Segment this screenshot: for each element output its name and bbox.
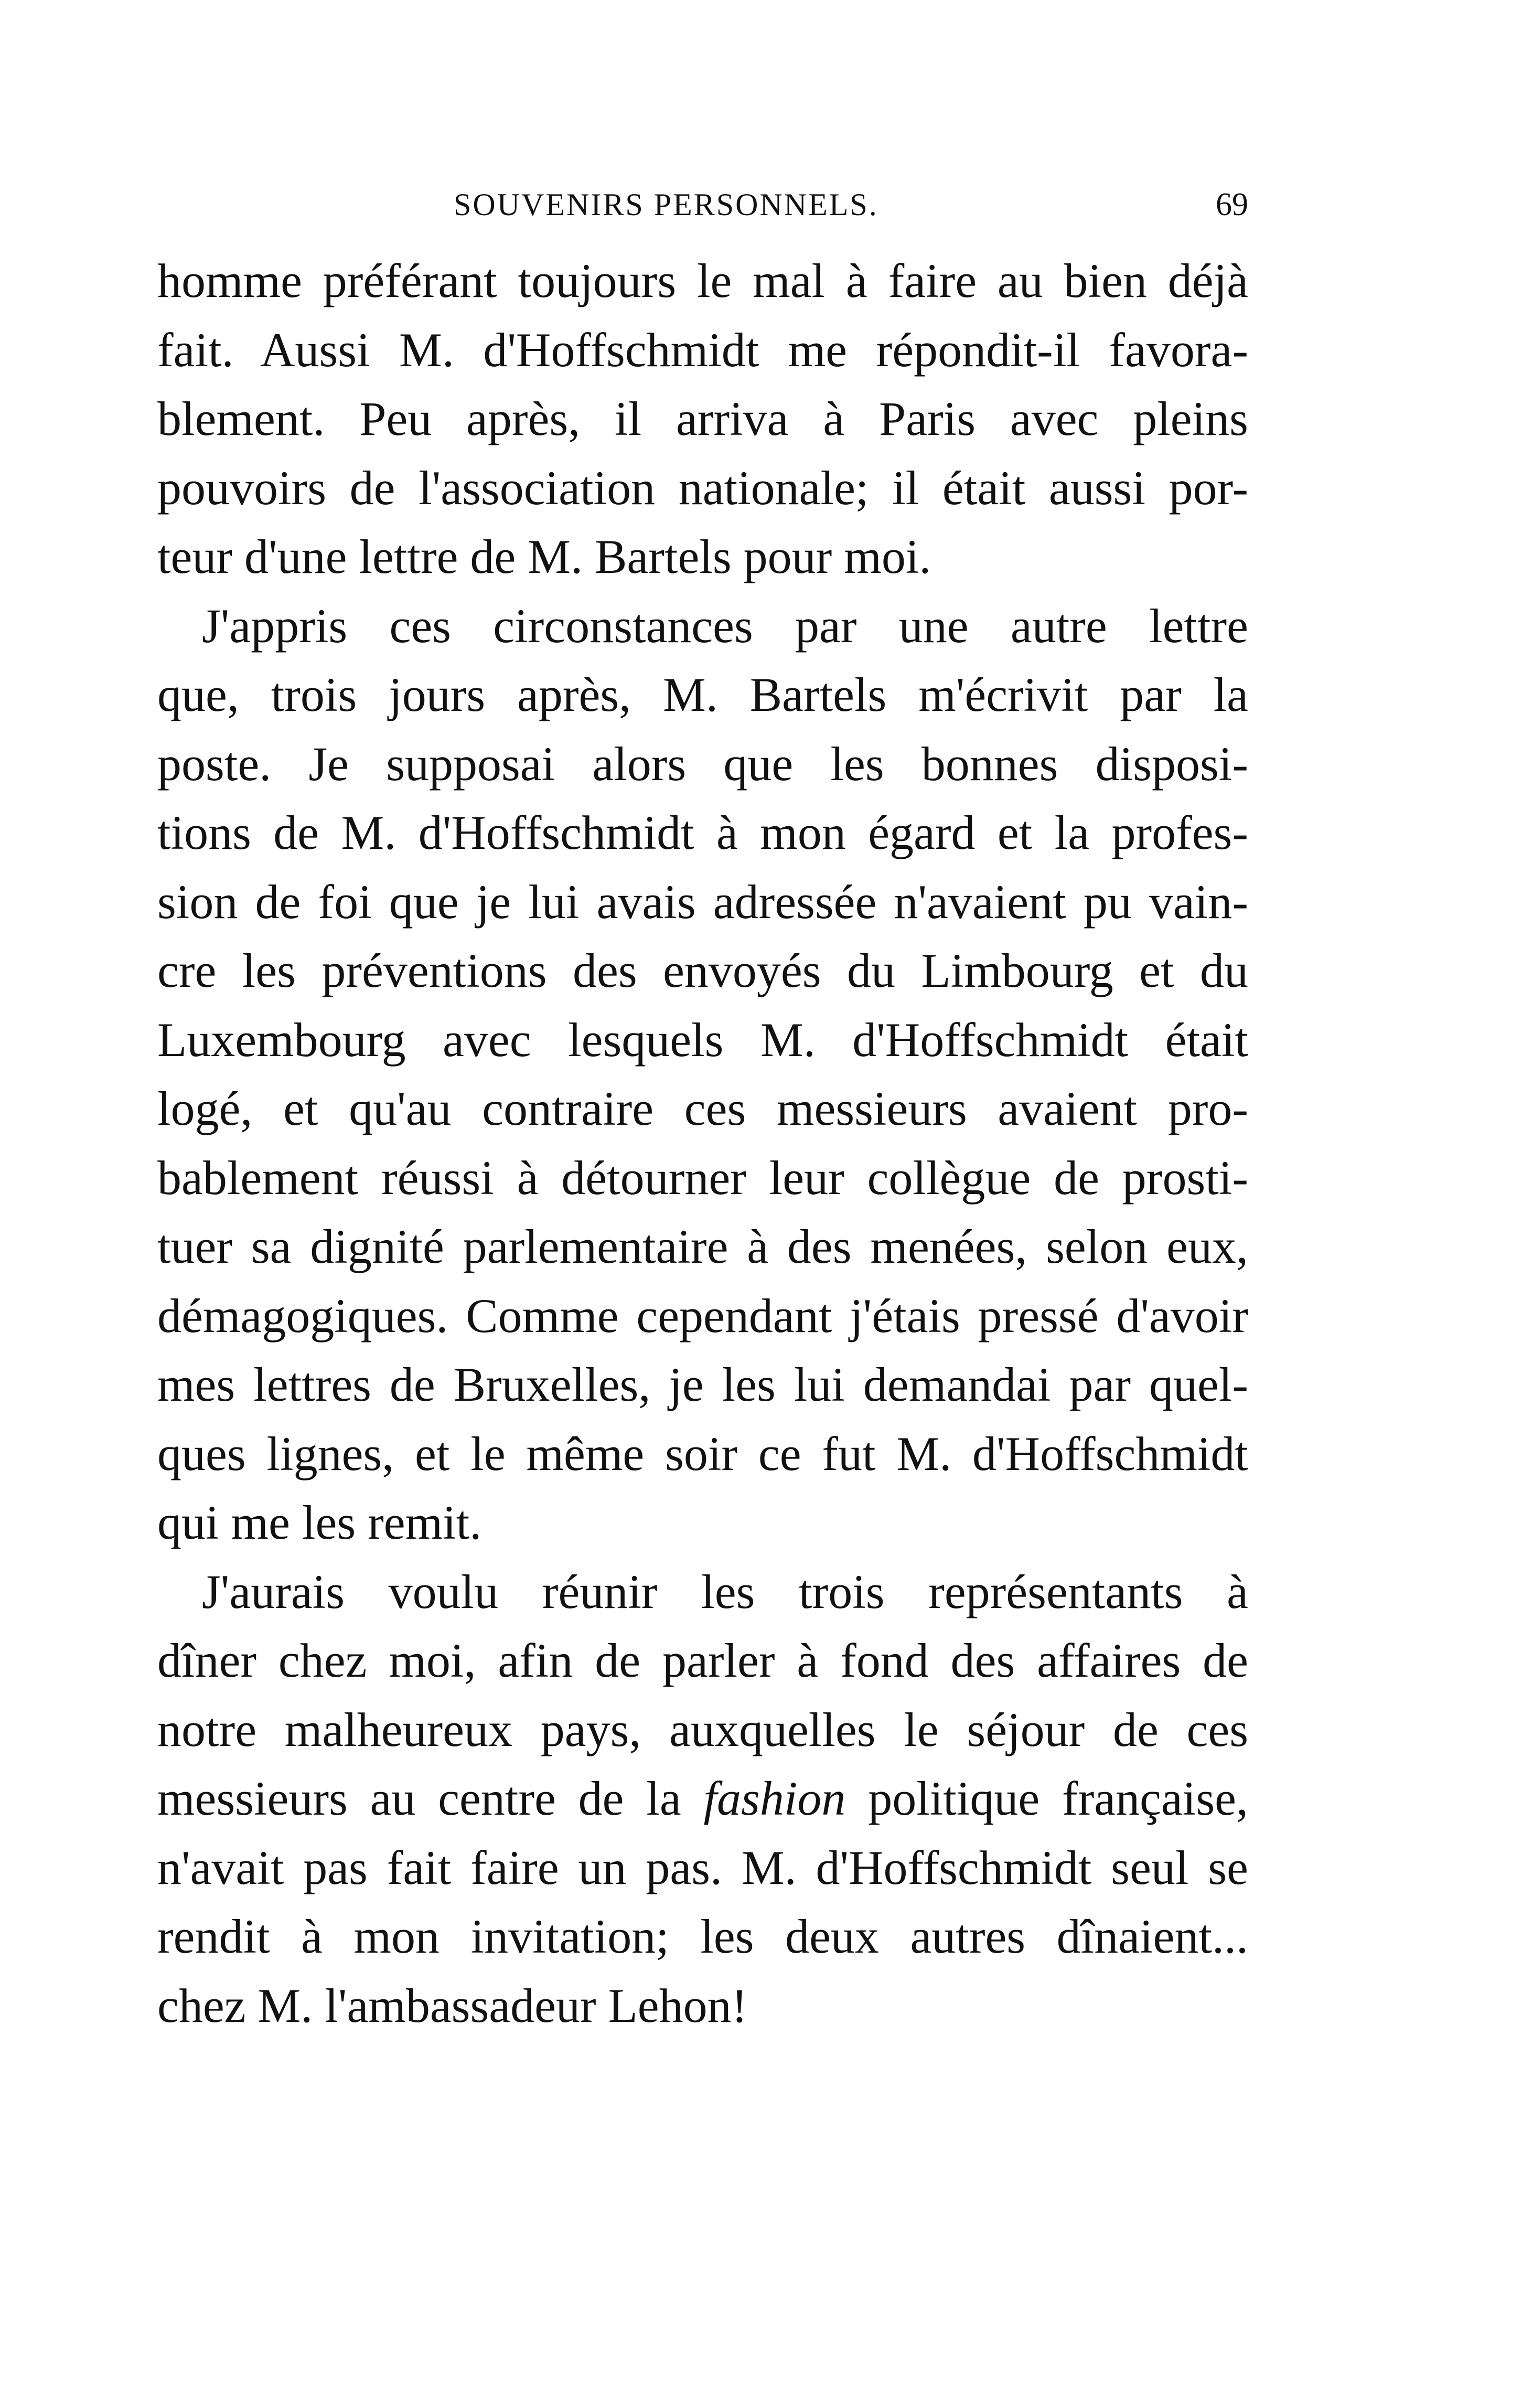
text-line: démagogiques. Comme cependant j'étais pressé d'avoir <box>157 1288 1248 1342</box>
text-line: homme préférant toujours le mal à faire au bien déjà <box>157 254 1248 307</box>
text-line: cre les préventions des envoyés du Limbourg et du <box>157 944 1248 997</box>
text-line: tions de M. d'Hoffschmidt à mon égard et la profes- <box>157 806 1248 859</box>
page-number: 69 <box>1216 187 1248 222</box>
text-line: qui me les remit. <box>157 1496 482 1549</box>
text-line: fait. Aussi M. d'Hoffschmidt me répondit-il favora- <box>157 323 1248 377</box>
text-line: notre malheureux pays, auxquelles le séjour de ces <box>157 1702 1248 1756</box>
text-line: bablement réussi à détourner leur collègue de prosti- <box>157 1150 1248 1205</box>
text-line: chez M. l'ambassadeur Lehon! <box>157 1978 748 2032</box>
text-line: dîner chez moi, afin de parler à fond des affaires de <box>157 1634 1248 1687</box>
paragraph-first-line: J'appris ces circonstances par une autre lettre <box>202 599 1248 653</box>
text-segment: politique française, <box>868 1772 1249 1825</box>
text-line: mes lettres de Bruxelles, je les lui demandai par quel- <box>157 1358 1248 1411</box>
text-line: ques lignes, et le même soir ce fut M. d'Hoffschmidt <box>157 1426 1248 1480</box>
running-head <box>157 181 1248 228</box>
paragraph-first-line: J'aurais voulu réunir les trois représentants à <box>202 1564 1248 1618</box>
text-line: tuer sa dignité parlementaire à des menées, selon eux, <box>157 1220 1248 1273</box>
text-line: logé, et qu'au contraire ces messieurs avaient pro- <box>157 1082 1248 1135</box>
body-text <box>157 247 1248 2040</box>
text-line: n'avait pas fait faire un pas. M. d'Hoffschmidt seul se <box>157 1840 1248 1894</box>
text-line: poste. Je supposai alors que les bonnes disposi- <box>157 737 1248 791</box>
text-line: rendit à mon invitation; les deux autres dînaient... <box>157 1910 1248 1963</box>
text-line: teur d'une lettre de M. Bartels pour moi. <box>157 530 931 583</box>
running-title: SOUVENIRS PERSONNELS. <box>454 187 878 222</box>
text-line: Luxembourg avec lesquels M. d'Hoffschmidt était <box>157 1013 1248 1067</box>
text-line: pouvoirs de l'association nationale; il était aussi por- <box>157 461 1248 515</box>
text-segment: messieurs au centre de la <box>157 1772 681 1825</box>
text-line: blement. Peu après, il arriva à Paris avec pleins <box>157 392 1248 445</box>
text-line-with-italic <box>157 1764 1248 1834</box>
italic-word: fashion <box>703 1772 846 1825</box>
text-line: que, trois jours après, M. Bartels m'écrivit par la <box>157 668 1248 721</box>
text-line: sion de foi que je lui avais adressée n'avaient pu vain- <box>157 875 1248 929</box>
